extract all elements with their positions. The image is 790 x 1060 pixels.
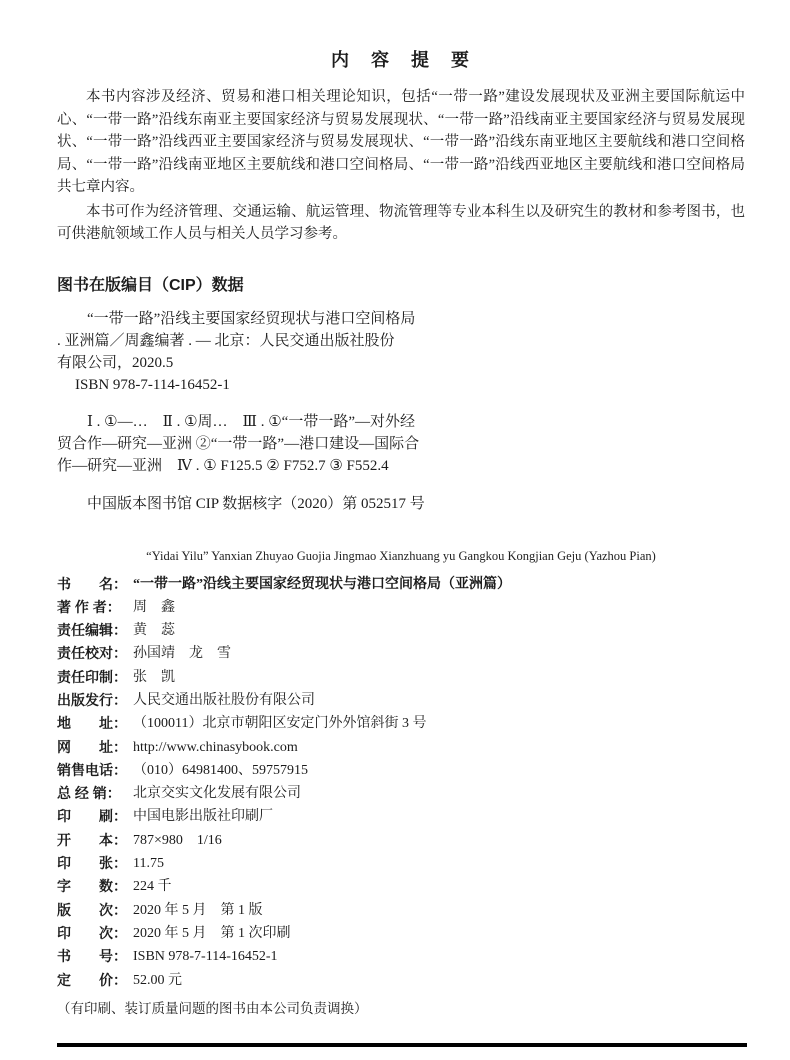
- colophon-label: 字 数：: [57, 878, 127, 895]
- colophon-row-sheets: [57, 852, 745, 875]
- colophon-label: 著 作 者：: [57, 598, 121, 615]
- colophon-row-website: [57, 736, 745, 759]
- colophon-value: 黄 蕊: [133, 623, 175, 639]
- colophon-value: 中国电影出版社印刷厂: [133, 809, 273, 825]
- colophon-value: 孙国靖 龙 雪: [133, 646, 231, 662]
- colophon-row-edition: [57, 899, 745, 922]
- colophon-label: 印 张：: [57, 855, 127, 872]
- colophon-value: 张 凯: [133, 669, 175, 685]
- colophon-row-printer: [57, 805, 745, 828]
- colophon-label: 出版发行：: [57, 691, 127, 708]
- colophon-label: 总 经 销：: [57, 785, 121, 802]
- colophon-value: “一带一路”沿线主要国家经贸现状与港口空间格局（亚洲篇）: [133, 576, 511, 592]
- colophon-row-proofreader: [57, 642, 745, 665]
- cip-record-number: 中国版本图书馆 CIP 数据核字（2020）第 052517 号: [87, 495, 425, 512]
- pinyin-title: “Yidai Yilu” Yanxian Zhuyao Guojia Jingmao Xianzhuang yu Gangkou Kongjian Geju (Yazhou Pian): [146, 548, 656, 563]
- colophon-value: 224 千: [133, 879, 172, 895]
- cip-record: [57, 308, 745, 396]
- colophon-value: 787×980 1/16: [133, 832, 222, 848]
- colophon-value: 2020 年 5 月 第 1 次印刷: [133, 925, 291, 941]
- colophon-row-word-count: [57, 875, 745, 898]
- colophon-value: （010）64981400、59757915: [133, 762, 308, 778]
- colophon-row-editor: [57, 619, 745, 642]
- colophon-row-address: [57, 712, 745, 735]
- colophon-value: 11.75: [133, 856, 164, 872]
- cip-class-line-3: 作—研究—亚洲 Ⅳ . ① F125.5 ② F752.7 ③ F552.4: [57, 457, 389, 474]
- cip-classification: [57, 411, 745, 477]
- cip-class-line-1: Ⅰ . ①—… Ⅱ . ①周… Ⅲ . ①“一带一路”—对外经: [87, 413, 415, 430]
- colophon-value: 人民交通出版社股份有限公司: [133, 692, 315, 708]
- colophon-row-distributor: [57, 782, 745, 805]
- cip-isbn: ISBN 978-7-114-16452-1: [75, 376, 230, 393]
- colophon-label: 网 址：: [57, 738, 127, 755]
- cip-record-line-3: 有限公司，2020.5: [57, 354, 174, 371]
- colophon-value: （100011）北京市朝阳区安定门外外馆斜街 3 号: [133, 716, 427, 732]
- colophon-label: 销售电话：: [57, 761, 127, 778]
- colophon-row-publisher: [57, 689, 745, 712]
- cip-record-line-1: “一带一路”沿线主要国家经贸现状与港口空间格局: [87, 310, 416, 327]
- summary-paragraph-2: 本书可作为经济管理、交通运输、航运管理、物流管理等专业本科生以及研究生的教材和参考图书，也可供港航领域工作人员与相关人员学习参考。: [57, 203, 745, 242]
- colophon-value: 2020 年 5 月 第 1 版: [133, 902, 263, 918]
- colophon-label: 印 次：: [57, 924, 127, 941]
- colophon-row-price: [57, 969, 745, 992]
- colophon-label: 书 号：: [57, 948, 127, 965]
- colophon-value: ISBN 978-7-114-16452-1: [133, 949, 278, 965]
- colophon-value: 北京交实文化发展有限公司: [133, 786, 301, 802]
- cip-record-line-2: . 亚洲篇／周鑫编著 . — 北京：人民交通出版社股份: [57, 332, 395, 349]
- colophon-row-format: [57, 829, 745, 852]
- colophon-row-impression: [57, 922, 745, 945]
- colophon-label: 责任印制：: [57, 668, 127, 685]
- colophon-row-print-supervisor: [57, 666, 745, 689]
- colophon-row-isbn: [57, 945, 745, 968]
- colophon-label: 定 价：: [57, 971, 127, 988]
- colophon-row-sales-phone: [57, 759, 745, 782]
- cip-class-line-2: 贸合作—研究—亚洲 ②“一带一路”—港口建设—国际合: [57, 435, 420, 452]
- summary-paragraph-1: 本书内容涉及经济、贸易和港口相关理论知识，包括“一带一路”建设发展现状及亚洲主要国际航运中心、“一带一路”沿线东南亚主要国家经济与贸易发展现状、“一带一路”沿线南亚主要国家经济与贸易发展现状、“一带一路”沿线西亚主要国家经济与贸易发展现状、“一带一路”沿线东南亚地区主要航线和港口空间格局、“一带一路”沿线南亚地区主要航线和港口空间格局、“一带一路”沿线西亚地区主要航线和港口空间格局共七章内容。: [57, 89, 745, 195]
- quality-note: （有印刷、装订质量问题的图书由本公司负责调换）: [57, 1000, 368, 1016]
- summary-title: 内 容 提 要: [331, 50, 471, 70]
- colophon: [57, 573, 745, 992]
- colophon-label: 责任校对：: [57, 645, 127, 662]
- colophon-label: 责任编辑：: [57, 622, 127, 639]
- cip-heading: 图书在版编目（CIP）数据: [57, 276, 244, 294]
- colophon-label: 开 本：: [57, 831, 127, 848]
- colophon-row-author: [57, 596, 745, 619]
- colophon-value: http://www.chinasybook.com: [133, 739, 298, 755]
- colophon-value: 52.00 元: [133, 972, 182, 988]
- colophon-label: 版 次：: [57, 901, 127, 918]
- colophon-label: 书 名：: [57, 575, 127, 592]
- colophon-label: 印 刷：: [57, 808, 127, 825]
- colophon-label: 地 址：: [57, 715, 127, 732]
- colophon-row-book-title: [57, 573, 745, 596]
- bottom-rule: [57, 1043, 747, 1047]
- colophon-value: 周 鑫: [133, 599, 175, 615]
